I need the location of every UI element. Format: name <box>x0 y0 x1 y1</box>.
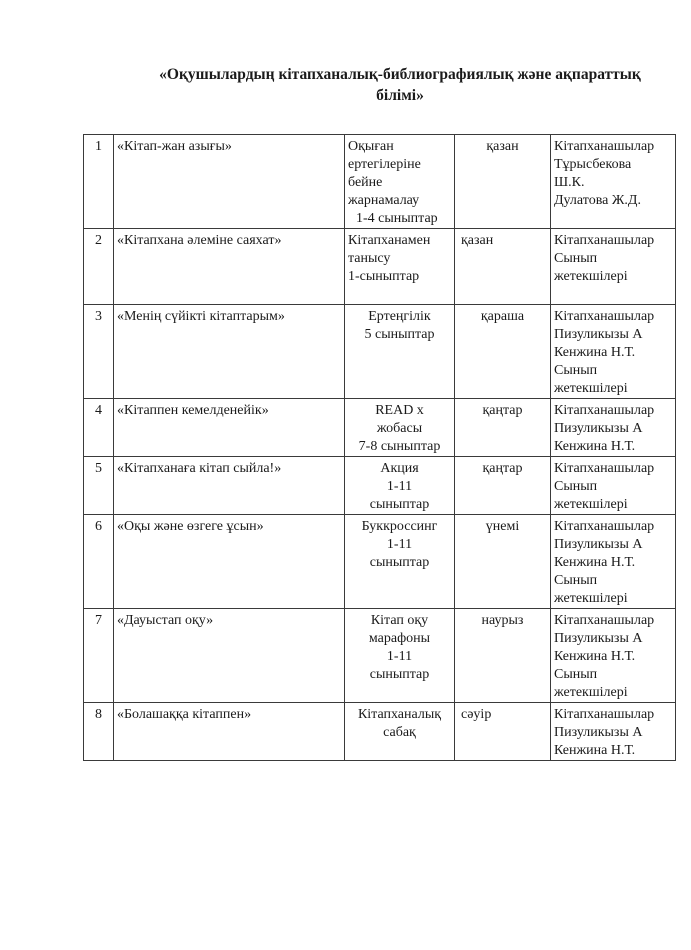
event-name: «Кітапхана әлеміне саяхат» <box>114 229 345 305</box>
event-time: наурыз <box>455 609 551 703</box>
event-time: қаңтар <box>455 399 551 457</box>
event-name: «Менің сүйікті кітаптарым» <box>114 305 345 399</box>
event-form: Кітап оқу марафоны 1-11 сыныптар <box>345 609 455 703</box>
table-row <box>84 457 676 515</box>
event-name: «Дауыстап оқу» <box>114 609 345 703</box>
row-number: 7 <box>84 609 114 703</box>
event-form: Ертеңгілік 5 сыныптар <box>345 305 455 399</box>
event-name: «Кітаппен кемелденейік» <box>114 399 345 457</box>
event-form: Акция 1-11 сыныптар <box>345 457 455 515</box>
event-form: Кітапханамен танысу 1-сыныптар <box>345 229 455 305</box>
title-line-1: «Оқушылардың кітапханалық-библиографиялық және ақпараттық <box>159 66 641 83</box>
row-number: 5 <box>84 457 114 515</box>
title-line-2: білімі» <box>376 87 424 104</box>
event-time: үнемі <box>455 515 551 609</box>
event-time: сәуір <box>455 703 551 761</box>
row-number: 4 <box>84 399 114 457</box>
event-responsible: Кітапханашылар Сынып жетекшілері <box>551 229 676 305</box>
event-responsible: Кітапханашылар Сынып жетекшілері <box>551 457 676 515</box>
row-number: 2 <box>84 229 114 305</box>
event-form: Буккроссинг 1-11 сыныптар <box>345 515 455 609</box>
event-responsible: Кітапханашылар Пизуликызы А Кенжина Н.Т. Сынып жетекшілері <box>551 609 676 703</box>
row-number: 8 <box>84 703 114 761</box>
event-time: қараша <box>455 305 551 399</box>
document-title <box>140 64 660 106</box>
event-responsible: Кітапханашылар Пизуликызы А Кенжина Н.Т. <box>551 703 676 761</box>
table-row <box>84 703 676 761</box>
table-row <box>84 609 676 703</box>
table-row <box>84 515 676 609</box>
event-time: қазан <box>455 135 551 229</box>
event-time: қазан <box>455 229 551 305</box>
table-row <box>84 305 676 399</box>
event-name: «Кітап-жан азығы» <box>114 135 345 229</box>
row-number: 6 <box>84 515 114 609</box>
table-row <box>84 229 676 305</box>
table-row <box>84 399 676 457</box>
table-row <box>84 135 676 229</box>
event-time: қаңтар <box>455 457 551 515</box>
event-form: Кітапханалық сабақ <box>345 703 455 761</box>
event-responsible: Кітапханашылар Пизуликызы А Кенжина Н.Т. <box>551 399 676 457</box>
event-name: «Оқы және өзгеге ұсын» <box>114 515 345 609</box>
event-responsible: Кітапханашылар Пизуликызы А Кенжина Н.Т. Сынып жетекшілері <box>551 305 676 399</box>
event-form: Оқыған ертегілеріне бейне жарнамалау 1-4 сыныптар <box>345 135 455 229</box>
event-responsible: Кітапханашылар Тұрысбекова Ш.К. Дулатова Ж.Д. <box>551 135 676 229</box>
events-table <box>83 134 676 761</box>
event-name: «Болашаққа кітаппен» <box>114 703 345 761</box>
event-name: «Кітапханаға кітап сыйла!» <box>114 457 345 515</box>
event-responsible: Кітапханашылар Пизуликызы А Кенжина Н.Т. Сынып жетекшілері <box>551 515 676 609</box>
row-number: 3 <box>84 305 114 399</box>
event-form: READ x жобасы 7-8 сыныптар <box>345 399 455 457</box>
row-number: 1 <box>84 135 114 229</box>
